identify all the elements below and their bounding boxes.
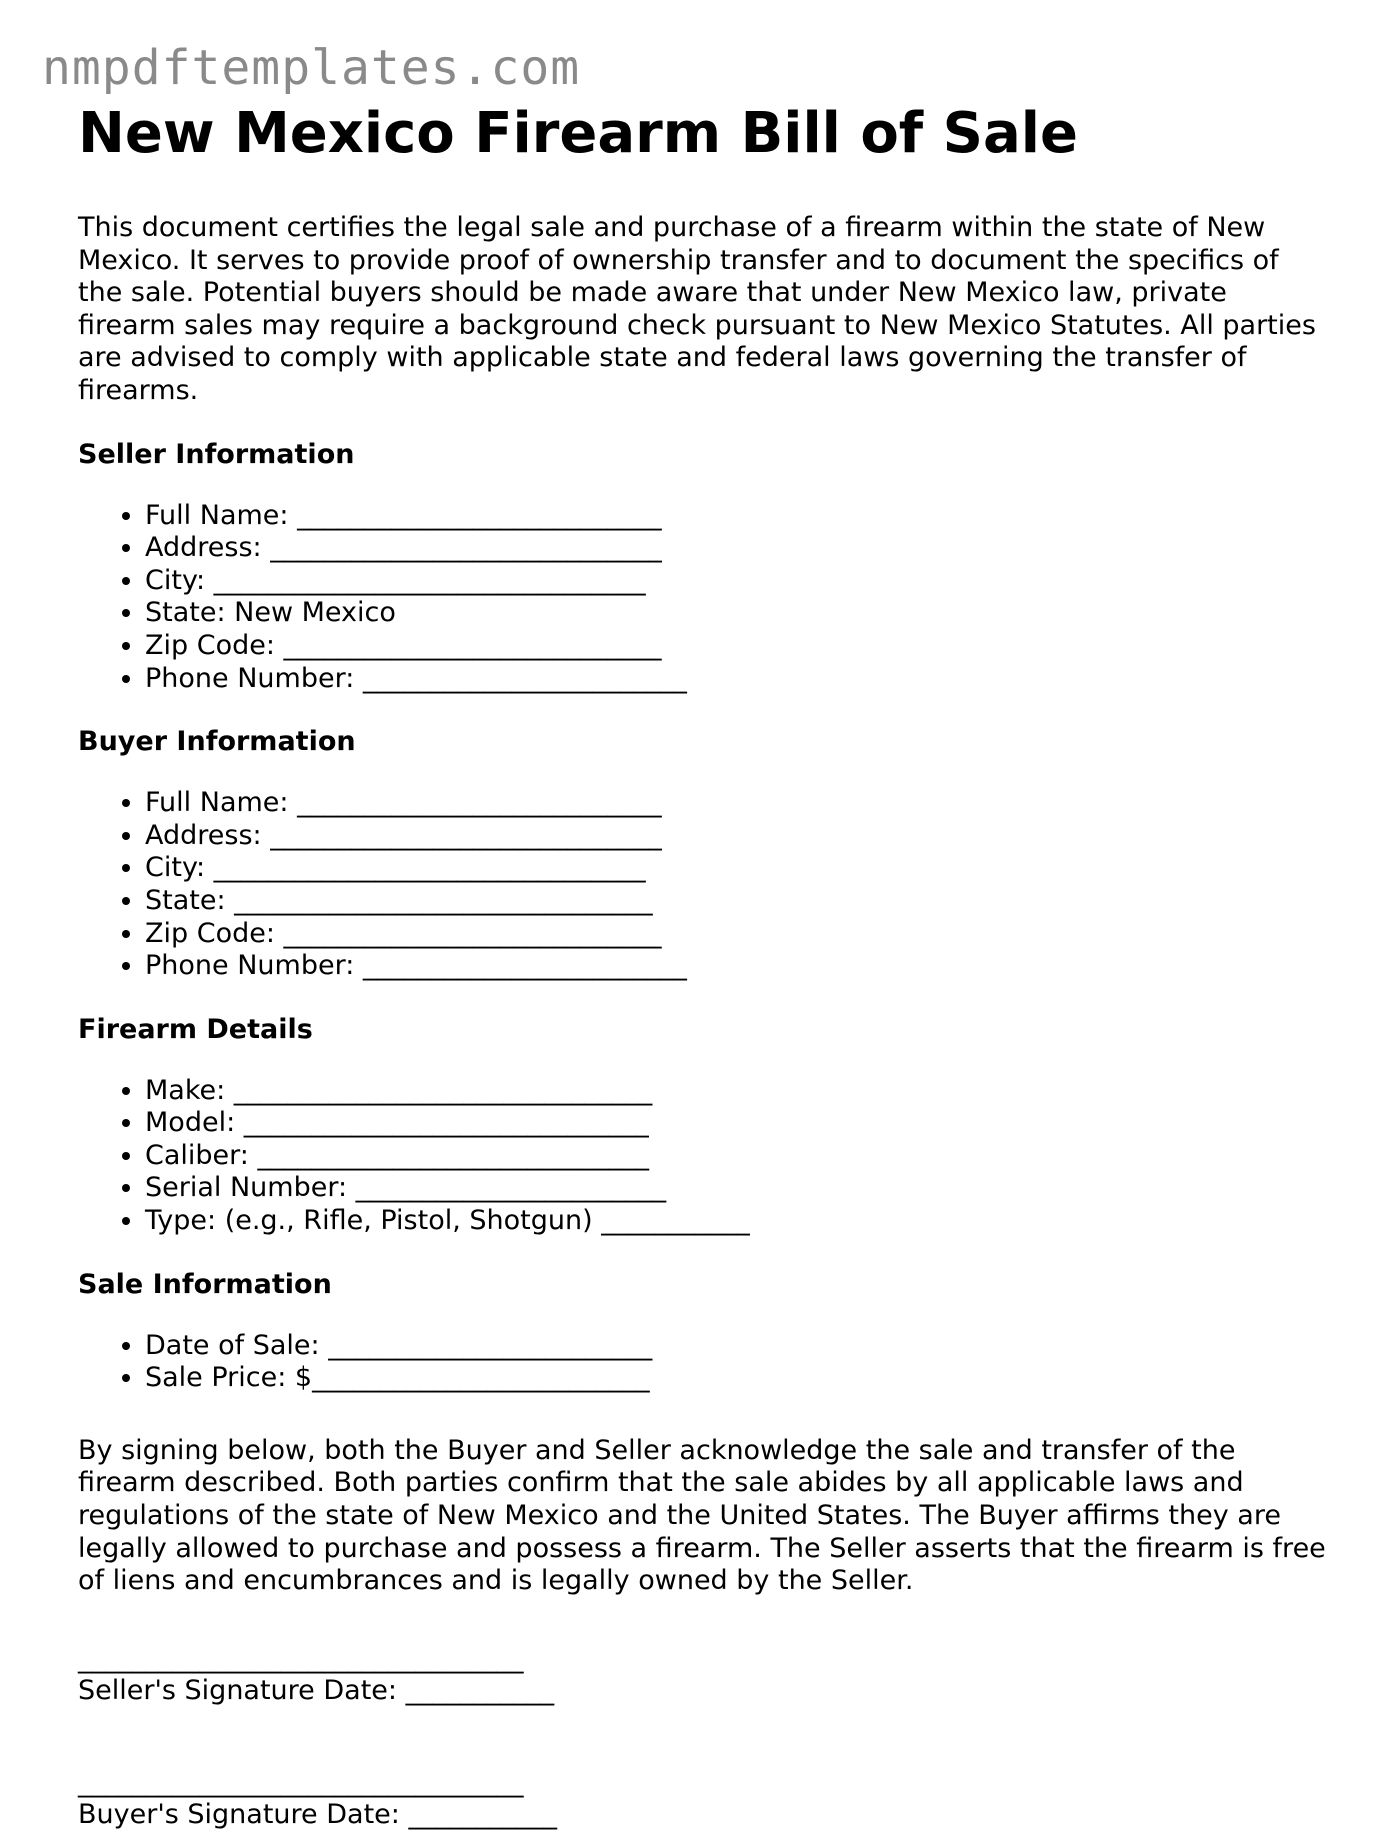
seller-heading: Seller Information: [78, 438, 355, 470]
seller-zip: • Zip Code: ____________________________: [145, 630, 1328, 663]
buyer-address: • Address: _____________________________: [145, 820, 1328, 853]
buyer-list: [78, 787, 1328, 983]
seller-state: • State: New Mexico: [145, 597, 1328, 630]
seller-signature-block: [78, 1643, 1328, 1707]
seller-phone: • Phone Number: ________________________: [145, 663, 1328, 696]
buyer-zip: • Zip Code: ____________________________: [145, 918, 1328, 951]
buyer-heading: Buyer Information: [78, 726, 356, 758]
sale-heading: Sale Information: [78, 1268, 332, 1300]
sale-list: [78, 1330, 1328, 1395]
seller-city: • City: ________________________________: [145, 565, 1328, 598]
buyer-signature-label: Buyer's Signature Date: ___________: [78, 1798, 557, 1830]
firearm-heading: Firearm Details: [78, 1013, 313, 1045]
sale-price: • Sale Price: $_________________________: [145, 1362, 1328, 1395]
seller-signature-label: Seller's Signature Date: ___________: [78, 1674, 555, 1706]
seller-signature-line: _________________________________: [78, 1642, 524, 1674]
seller-full-name: • Full Name: ___________________________: [145, 500, 1328, 533]
closing-paragraph: By signing below, both the Buyer and Seller acknowledge the sale and transfer of the firearm described. Both parties confirm that the sale abides by all applicable laws and regulations of the state of New Mexico and the United States. The Buyer affirms they are legally allowed to purchase and possess a firearm. The Seller asserts that the firearm is free of liens and encumbrances and is legally owned by the Seller.: [78, 1434, 1326, 1597]
sale-date: • Date of Sale: ________________________: [145, 1330, 1328, 1363]
watermark: nmpdftemplates.com: [42, 40, 581, 96]
firearm-caliber: • Caliber: _____________________________: [145, 1140, 1328, 1173]
document-body: [78, 96, 1328, 1831]
firearm-list: [78, 1075, 1328, 1238]
buyer-state: • State: _______________________________: [145, 885, 1328, 918]
firearm-make: • Make: _______________________________: [145, 1075, 1328, 1108]
intro-paragraph: This document certifies the legal sale and purchase of a firearm within the state of New Mexico. It serves to provide proof of ownership transfer and to document the specifics of the sale. Potential buyers should be made aware that under New Mexico law, private firearm sales may require a background check pursuant to New Mexico Statutes. All parties are advised to comply with applicable state and federal laws governing the transfer of firearms.: [78, 212, 1316, 406]
page-title: New Mexico Firearm Bill of Sale: [78, 101, 1078, 166]
buyer-phone: • Phone Number: ________________________: [145, 950, 1328, 983]
buyer-signature-line: _________________________________: [78, 1766, 524, 1798]
seller-list: [78, 500, 1328, 696]
buyer-full-name: • Full Name: ___________________________: [145, 787, 1328, 820]
buyer-signature-block: [78, 1767, 1328, 1831]
buyer-city: • City: ________________________________: [145, 852, 1328, 885]
firearm-type: • Type: (e.g., Rifle, Pistol, Shotgun) ___________: [145, 1205, 1328, 1238]
seller-address: • Address: _____________________________: [145, 532, 1328, 565]
firearm-serial: • Serial Number: _______________________: [145, 1172, 1328, 1205]
firearm-model: • Model: ______________________________: [145, 1107, 1328, 1140]
